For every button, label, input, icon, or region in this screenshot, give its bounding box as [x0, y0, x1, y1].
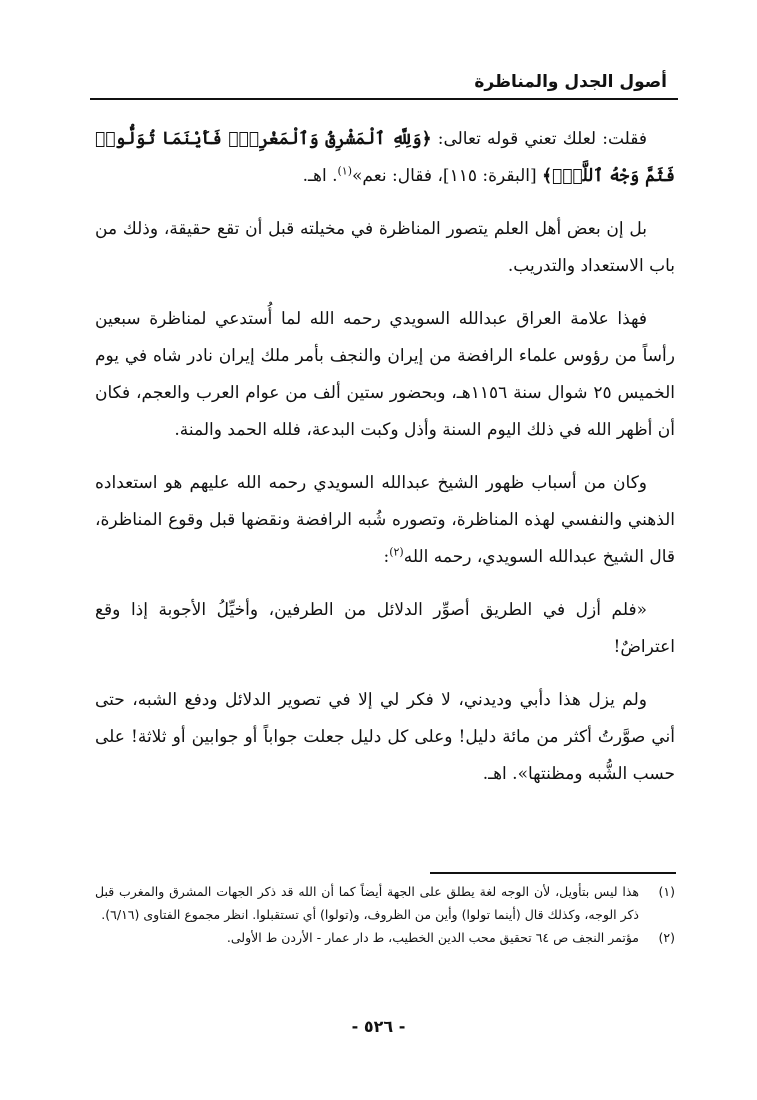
paragraph-preparation: [95, 465, 675, 576]
running-title: أصول الجدل والمناظرة: [474, 72, 667, 92]
verse-citation: [البقرة: ١١٥]، فقال: نعم»: [352, 166, 543, 186]
main-text: [95, 121, 675, 809]
footnote-ref-2[interactable]: (٢): [389, 545, 404, 559]
paragraph-quote-start: «فلم أزل في الطريق أصوِّر الدلائل من الطرفين، وأخيِّلُ الأجوبة إذا وقع اعتراضٌ!: [95, 600, 675, 657]
footnote-number: (١): [658, 884, 675, 899]
footnote-text: هذا ليس بتأويل، لأن الوجه لغة يطلق على الجهة أيضاً كما أن الله قد ذكر الجهات المشرق والمغرب قبل ذكر الوجه، وكذلك قال (أينما تولوا) وأين من الظروف، و(تولوا) أي تستقبلوا. انظر مجموع الفتاوى (٦/١٦).: [95, 884, 639, 922]
paragraph-quote-end: ولم يزل هذا دأبي وديدني، لا فكر لي إلا في تصوير الدلائل ودفع الشبه، حتى أني صوَّرتُ أكثر من مائة دليل! وعلى كل دليل جعلت جواباً أو جوابين أو ثلاثة! على حسب الشُّبه ومظنتها». اهـ.: [95, 690, 675, 784]
quran-verse: ﴿وَلِلَّهِ ٱلْمَشْرِقُ وَٱلْمَغْرِبُۚ فَأَيْنَمَا تُوَلُّوا۟ فَثَمَّ وَجْهُ ٱللَّهِۚ﴾: [95, 129, 675, 186]
footnote-rule: [430, 872, 676, 874]
paragraph-intro: فقلت: لعلك تعني قوله تعالى:: [431, 129, 647, 149]
footnote-2: [95, 926, 675, 949]
page-number: - ٥٢٦ -: [351, 1017, 406, 1036]
header-rule: [90, 98, 678, 100]
paragraph-outro: :: [383, 547, 390, 567]
footnote-number: (٢): [658, 930, 675, 945]
footnote-1: [95, 880, 675, 926]
paragraph-imagining-debate: بل إن بعض أهل العلم يتصور المناظرة في مخيلته قبل أن تقع حقيقة، وذلك من باب الاستعداد والتدريب.: [95, 219, 675, 276]
paragraph-outro: . اهـ.: [302, 166, 338, 186]
paragraph-suwaidi-debate: فهذا علامة العراق عبدالله السويدي رحمه الله لما أُستدعي لمناظرة سبعين رأساً من رؤوس علماء الرافضة من إيران والنجف بأمر ملك إيران نادر شاه في يوم الخميس ٢٥ شوال سنة ١١٥٦هـ، وبحضور ستين ألف من عوام العرب والعجم، فكان أن أظهر الله في ذلك اليوم السنة وأذل وكبت البدعة، فلله الحمد والمنة.: [95, 309, 675, 440]
footnote-ref-1[interactable]: (١): [337, 164, 352, 178]
paragraph-quran-quote: [95, 121, 675, 195]
footnotes: [95, 880, 675, 949]
footnote-text: مؤتمر النجف ص ٦٤ تحقيق محب الدين الخطيب، ط دار عمار - الأردن ط الأولى.: [226, 930, 639, 945]
paragraph-text: وكان من أسباب ظهور الشيخ عبدالله السويدي رحمه الله عليهم هو استعداده الذهني والنفسي لهذه المناظرة، وتصوره شُبه الرافضة ونقضها قبل وقوع المناظرة، قال الشيخ عبدالله السويدي، رحمه الله: [95, 473, 675, 567]
